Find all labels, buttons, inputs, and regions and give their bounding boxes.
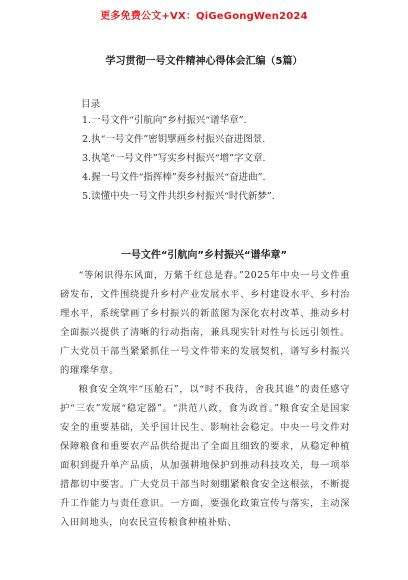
- promo-banner: 更多免费公文+VX：QiGeGongWen2024: [100, 11, 308, 22]
- toc-item-2[interactable]: 2.执“一号文件”密钥擘画乡村振兴奋进图景.: [82, 134, 266, 145]
- table-of-contents: [82, 114, 275, 209]
- toc-item-5[interactable]: 5.读懂中央一号文件共织乡村振兴“时代新梦”.: [82, 191, 275, 202]
- body-paragraph-1: “等闲识得东风面，万紫千红总是春。”2025年中央一号文件重磅发布，文件围绕提升乡村产业发展水平、乡村建设水平、乡村治理水平，系统擘画了乡村振兴的新蓝图为深化农村改革、推动乡村全面振兴提供了清晰的行动指南，兼具现实针对性与长远引领性。广大党员干部当紧紧抓住一号文件带来的发展契机，谱写乡村振兴的璀璨华章。: [60, 270, 350, 376]
- body-paragraph-2: 粮食安全筑牢“压舱石”，以“时不我待，舍我其谁”的责任感守护“三农”发展“稳定器”。“洪范八政，食为政首。”粮食安全是国家安全的重要基础，关乎国计民生、影响社会稳定。中央一号文件对保障粮食和重要农产品供给提出了全面且细致的要求，从稳定种植面积到提升单产品质，从加强耕地保护到推动科技攻关，每一项举措都切中要害。广大党员干部当时刻绷紧粮食安全这根弦，不断提升工作能力与责任意识。一方面，要强化政策宣传与落实，主动深入田间地头，向农民宣传粮食种植补贴、: [60, 384, 350, 528]
- section-title: 一号文件“引航向”乡村振兴“谱华章”: [120, 250, 288, 261]
- toc-item-3[interactable]: 3.执笔“一号文件”写实乡村振兴“增”字文章.: [82, 153, 266, 164]
- toc-item-1[interactable]: 1.一号文件“引航向”乡村振兴“谱华章”.: [82, 115, 247, 126]
- toc-item-4[interactable]: 4.握一号文件“指挥棒”奏乡村振兴“奋进曲”.: [82, 172, 266, 183]
- toc-heading: 目录: [81, 99, 101, 110]
- document-title: 学习贯彻一号文件精神心得体会汇编（5篇）: [105, 56, 303, 67]
- section-body: [60, 266, 350, 532]
